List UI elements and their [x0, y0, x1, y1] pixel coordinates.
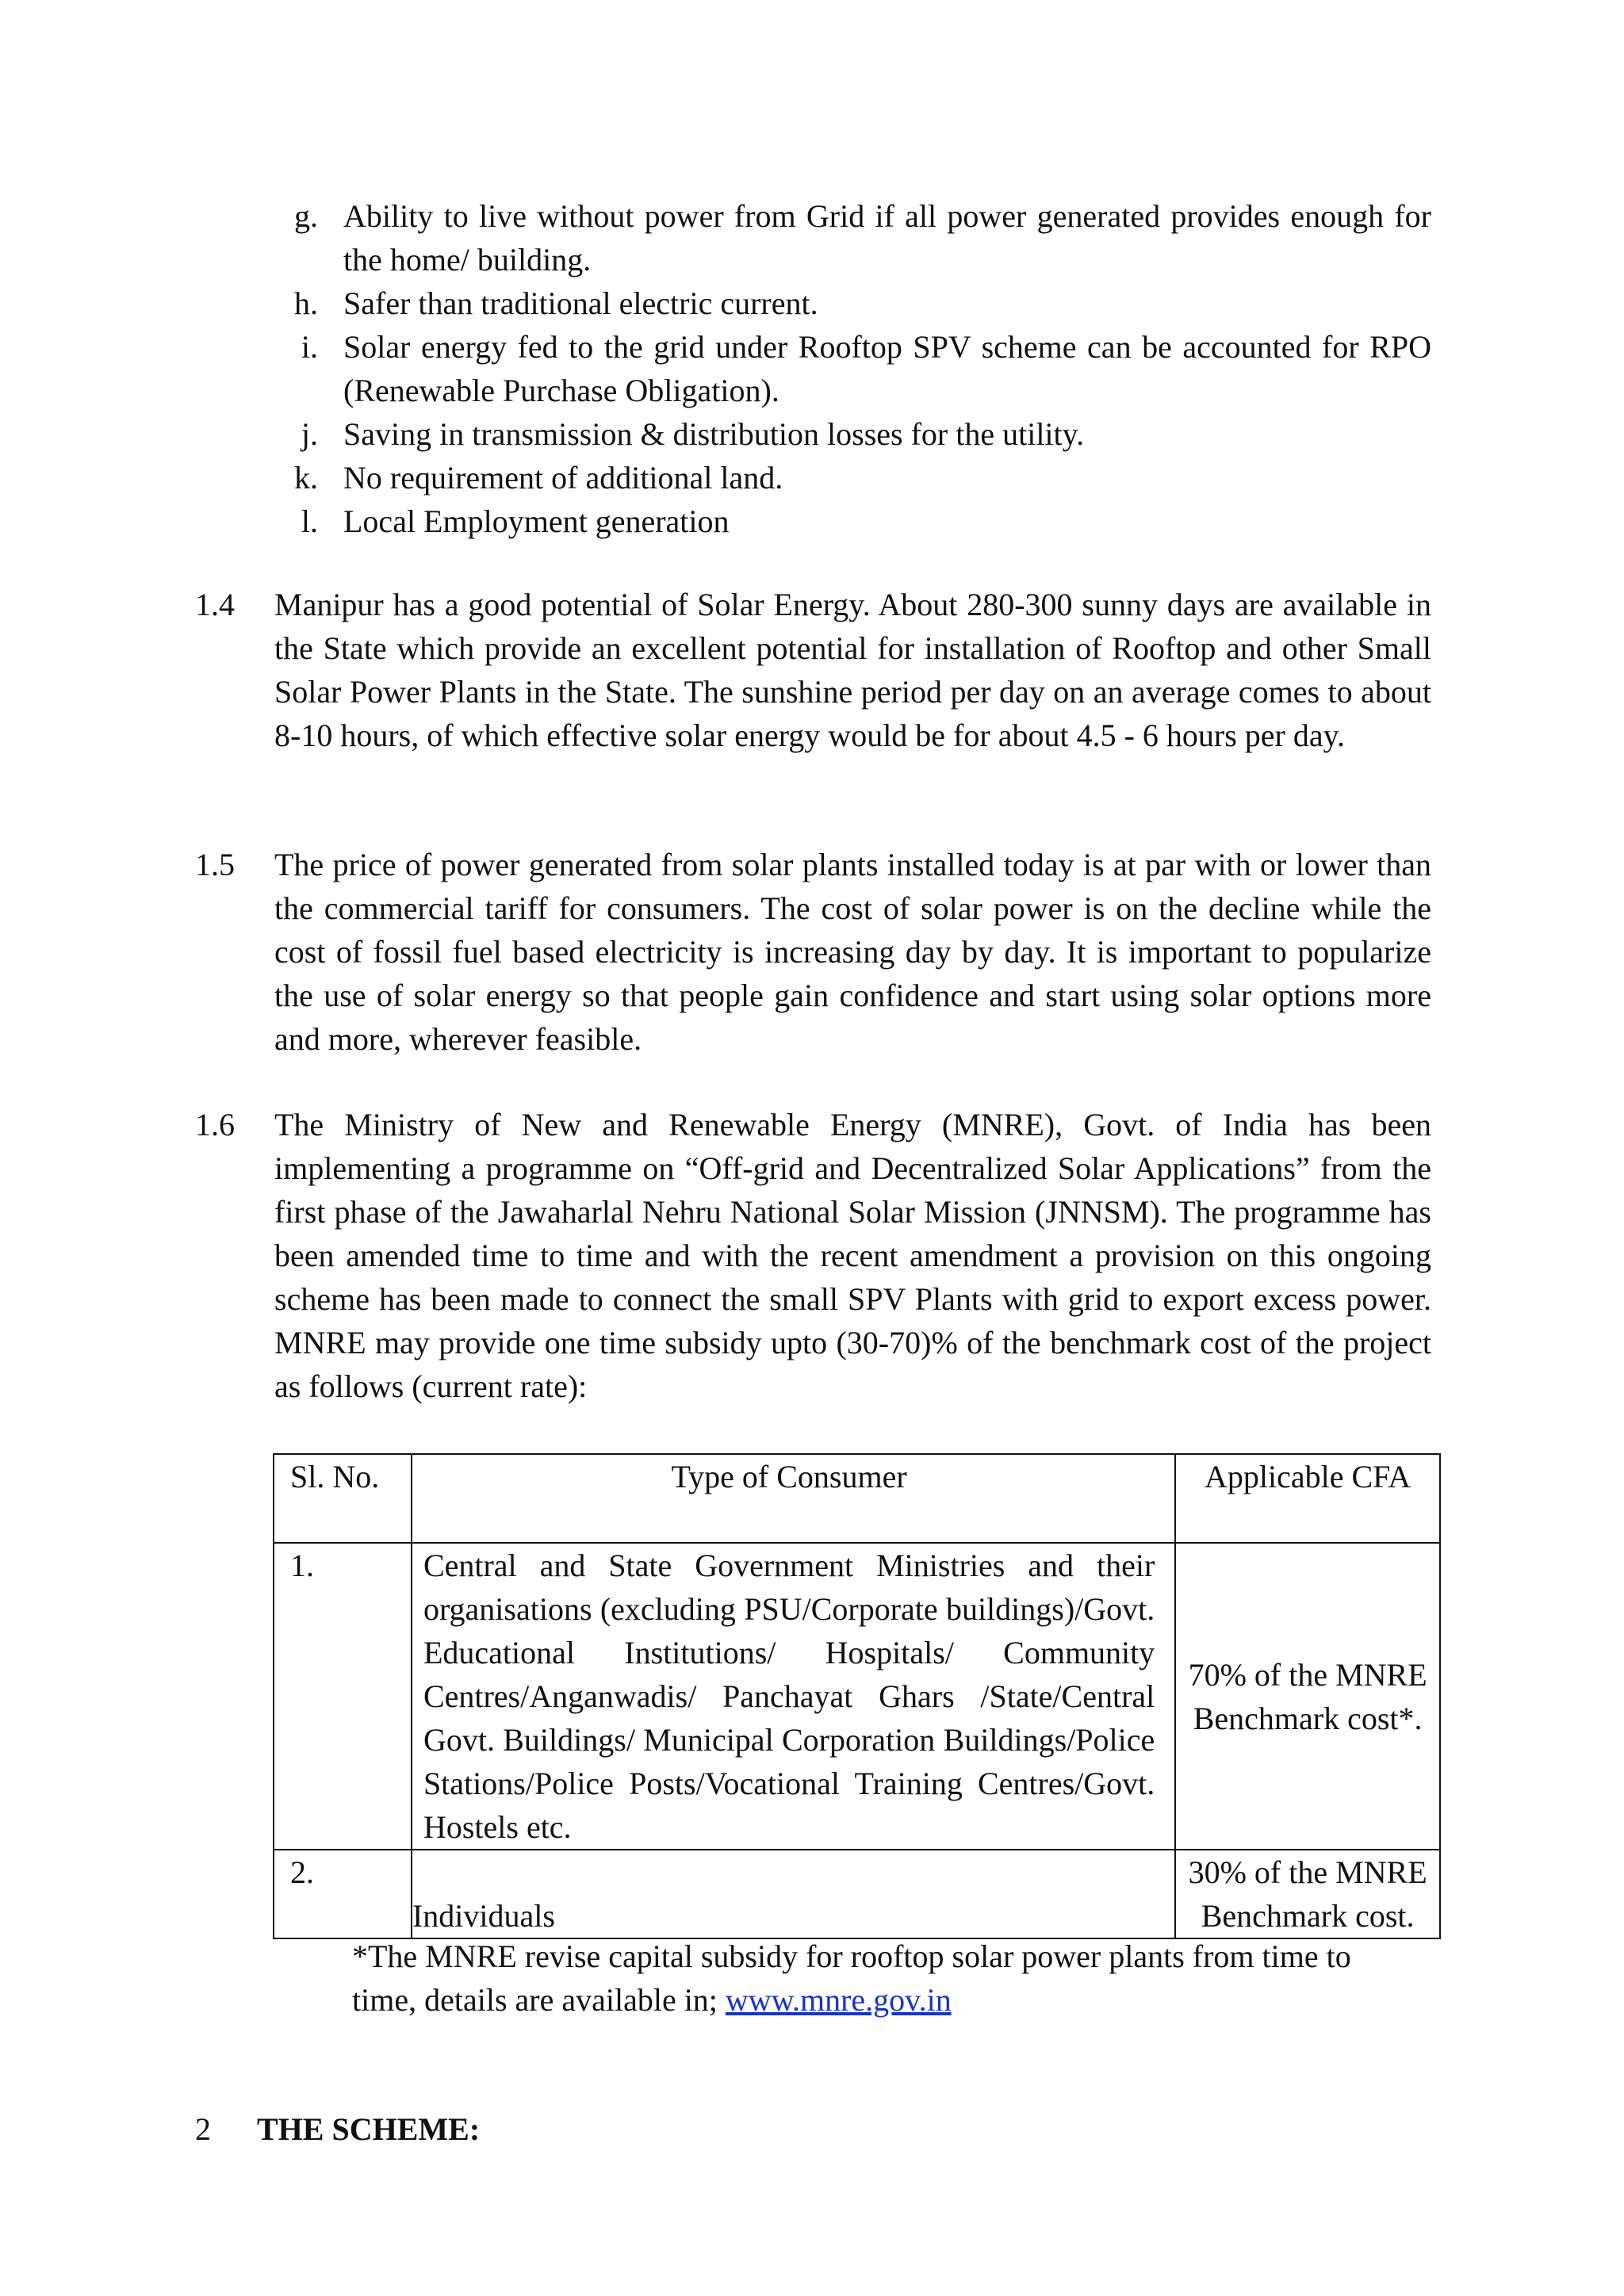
- cfa-table: [273, 1453, 1441, 1939]
- section-number: 1.5: [195, 847, 235, 882]
- section-text: The price of power generated from solar plants installed today is at par with or lower than the commercial tariff for consumers. The cost of solar power is on the decline while the cost of fossil fuel based electricity is increasing day by day. It is important to popularize the use of solar energy so that people gain confidence and start using solar options more and more, wherever feasible.: [274, 847, 1431, 1057]
- section-number: 1.6: [195, 1107, 235, 1142]
- list-item-text: Saving in transmission & distribution losses for the utility.: [343, 416, 1085, 452]
- list-item: [274, 325, 1431, 412]
- subsidy-note: [352, 1934, 1407, 2022]
- table-header-row: [274, 1454, 1440, 1543]
- table-row: [274, 1850, 1440, 1938]
- section-1-5: [195, 843, 1431, 1061]
- list-item-letter: l.: [301, 503, 318, 539]
- list-item-letter: g.: [294, 198, 318, 234]
- list-item-letter: h.: [294, 285, 318, 321]
- list-item: [274, 412, 1431, 456]
- cell-sl-no: 1.: [274, 1543, 412, 1850]
- note-text: *The MNRE revise capital subsidy for rooftop solar power plants from time to time, details are available in;: [352, 1938, 1351, 2018]
- list-item-letter: i.: [301, 329, 318, 365]
- header-applicable-cfa: Applicable CFA: [1175, 1454, 1440, 1543]
- section-text: The Ministry of New and Renewable Energy (MNRE), Govt. of India has been implementing a programme on “Off-grid and Decentralized Solar Applications” from the first phase of the Jawaharlal Nehru National Solar Mission (JNNSM). The programme has been amended time to time and with the recent amendment a provision on this ongoing scheme has been made to connect the small SPV Plants with grid to export excess power. MNRE may provide one time subsidy upto (30-70)% of the benchmark cost of the project as follows (current rate):: [274, 1107, 1431, 1404]
- cell-consumer: Individuals: [412, 1850, 1175, 1938]
- cell-sl-no: 2.: [274, 1850, 412, 1938]
- list-item: [274, 194, 1431, 281]
- list-item: [274, 499, 1431, 543]
- list-item-letter: k.: [294, 460, 318, 496]
- list-item: [274, 456, 1431, 499]
- cell-consumer: Central and State Government Ministries and their organisations (excluding PSU/Corporate buildings)/Govt. Educational Institutions/ Hospitals/ Community Centres/Anganwadis/ Panchayat Ghars /State/Central Govt. Buildings/ Municipal Corporation Buildings/Police Stations/Police Posts/Vocational Training Centres/Govt. Hostels etc.: [412, 1543, 1175, 1850]
- cell-cfa: 70% of the MNRE Benchmark cost*.: [1175, 1543, 1440, 1850]
- section-1-4: [195, 583, 1431, 757]
- cell-cfa: 30% of the MNRE Benchmark cost.: [1175, 1850, 1440, 1938]
- list-item-text: Ability to live without power from Grid if all power generated provides enough for the home/ building.: [343, 198, 1431, 277]
- list-item-letter: j.: [301, 416, 318, 452]
- list-item: [274, 281, 1431, 325]
- section-number: 1.4: [195, 587, 235, 622]
- list-item-text: Local Employment generation: [343, 503, 730, 539]
- list-item-text: No requirement of additional land.: [343, 460, 783, 496]
- benefits-list: [274, 194, 1431, 543]
- section-title: THE SCHEME:: [257, 2111, 481, 2147]
- section-number: 2: [195, 2111, 211, 2147]
- header-sl-no: Sl. No.: [274, 1454, 412, 1543]
- table-row: [274, 1543, 1440, 1850]
- section-text: Manipur has a good potential of Solar Energy. About 280-300 sunny days are available in the State which provide an excellent potential for installation of Rooftop and other Small Solar Power Plants in the State. The sunshine period per day on an average comes to about 8-10 hours, of which effective solar energy would be for about 4.5 - 6 hours per day.: [274, 587, 1431, 753]
- header-type-of-consumer: Type of Consumer: [412, 1454, 1175, 1543]
- list-item-text: Safer than traditional electric current.: [343, 285, 818, 321]
- mnre-link[interactable]: www.mnre.gov.in: [725, 1982, 952, 2018]
- section-heading-scheme: [195, 2107, 480, 2151]
- list-item-text: Solar energy fed to the grid under Rooftop SPV scheme can be accounted for RPO (Renewable Purchase Obligation).: [343, 329, 1431, 408]
- section-1-6: [195, 1103, 1431, 1408]
